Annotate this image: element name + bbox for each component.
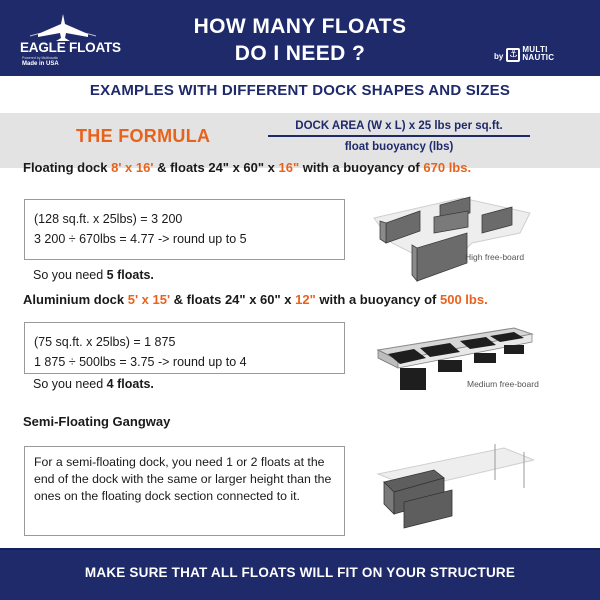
medium-freeboard-caption: Medium free-board <box>467 379 539 389</box>
fighter-jet-icon <box>28 14 98 42</box>
eagle-floats-tagline: Powered by Multinautic <box>22 56 59 60</box>
footer-banner <box>0 548 600 600</box>
buoyancy-value: 500 lbs. <box>440 292 488 307</box>
formula-fraction <box>268 120 530 153</box>
example-3-heading: Semi-Floating Gangway <box>23 414 171 429</box>
float-count: 4 floats. <box>106 377 154 391</box>
anchor-icon: ⚓ <box>506 48 520 62</box>
example-1-calc-box <box>24 199 345 260</box>
calc-line-1: (128 sq.ft. x 25lbs) = 3 200 <box>34 212 183 226</box>
high-freeboard-dock-image <box>372 193 532 288</box>
multinautic-logo <box>494 40 554 62</box>
multinautic-brand: MULTI NAUTIC <box>522 45 555 62</box>
example-2-heading: Aluminium dock 5' x 15' & floats 24" x 60" x 12" with a buoyancy of 500 lbs. <box>23 292 488 307</box>
dock-size: 5' x 15' <box>127 292 171 307</box>
formula-label: THE FORMULA <box>76 126 211 146</box>
section-subtitle: EXAMPLES WITH DIFFERENT DOCK SHAPES AND SIZES <box>89 82 511 99</box>
footer-warning-text: MAKE SURE THAT ALL FLOATS WILL FIT ON YOUR STRUCTURE <box>84 565 516 580</box>
example-3-description-box <box>24 446 345 536</box>
by-label: by <box>494 52 504 61</box>
high-freeboard-caption: High free-board <box>465 252 525 262</box>
formula-denominator: float buoyancy (lbs) <box>344 141 454 153</box>
title-line-2: DO I NEED ? <box>234 42 366 65</box>
example-1-heading: Floating dock 8' x 16' & floats 24" x 60" x 16" with a buoyancy of 670 lbs. <box>23 160 472 175</box>
made-in-usa-label: Made in USA <box>22 61 59 67</box>
page-title <box>150 13 450 67</box>
formula-numerator: DOCK AREA (W x L) x 25 lbs per sq.ft. <box>268 120 530 137</box>
example-1-result: So you need 5 floats. <box>33 268 154 282</box>
title-line-1: HOW MANY FLOATS <box>193 15 407 38</box>
calc-line-1: (75 sq.ft. x 25lbs) = 1 875 <box>34 335 176 349</box>
float-count: 5 floats. <box>106 268 154 282</box>
example-2-calc-box <box>24 322 345 374</box>
float-height: 16" <box>278 160 300 175</box>
eagle-floats-logo <box>20 14 121 68</box>
eagle-floats-brand: EAGLE FLOATS <box>20 40 121 55</box>
header-banner <box>0 0 600 76</box>
example-2-result: So you need 4 floats. <box>33 377 154 391</box>
buoyancy-value: 670 lbs. <box>423 160 472 175</box>
float-height: 12" <box>295 292 316 307</box>
dock-size: 8' x 16' <box>111 160 154 175</box>
gangway-description: For a semi-floating dock, you need 1 or 2 floats at the end of the dock with the same or larger height than the ones on the floating dock section connected to it. <box>34 455 332 503</box>
semi-floating-gangway-image <box>374 444 534 534</box>
calc-line-2: 3 200 ÷ 670lbs = 4.77 -> round up to 5 <box>34 232 247 246</box>
calc-line-2: 1 875 ÷ 500lbs = 3.75 -> round up to 4 <box>34 355 247 369</box>
